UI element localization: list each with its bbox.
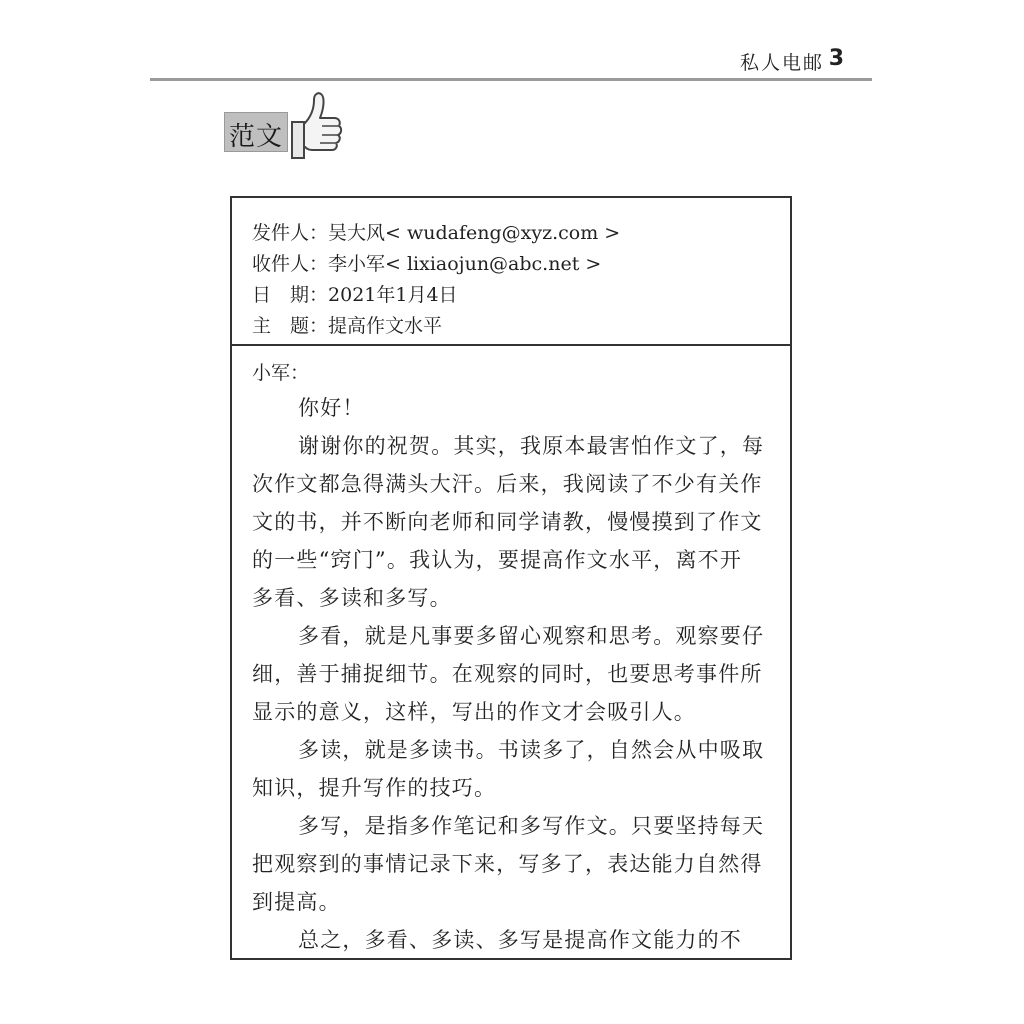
subject-label: 主 题： — [252, 315, 329, 337]
body-line: 你好！ — [298, 396, 365, 420]
thumbs-up-icon — [284, 88, 344, 162]
email-header — [232, 198, 790, 346]
subject-row — [252, 311, 442, 338]
body-line: 的一些“窍门”。我认为，要提高作文水平，离不开 — [252, 548, 743, 572]
salutation: 小军： — [252, 362, 310, 384]
model-essay-badge — [224, 112, 288, 152]
body-line: 知识，提升写作的技巧。 — [252, 776, 497, 800]
body-line: 文的书，并不断向老师和同学请教，慢慢摸到了作文 — [252, 510, 763, 534]
body-line: 多看，就是凡事要多留心观察和思考。观察要仔 — [298, 624, 765, 648]
to-row — [252, 249, 601, 276]
page-number: 3 — [828, 46, 844, 71]
badge-label: 范文 — [229, 122, 284, 152]
date-row — [252, 280, 458, 307]
from-row — [252, 218, 620, 245]
to-value: 李小军< lixiaojun@abc.net > — [328, 253, 602, 275]
date-label: 日 期： — [252, 284, 329, 306]
body-line: 多看、多读和多写。 — [252, 586, 452, 610]
date-value: 2021年1月4日 — [328, 284, 458, 306]
email-box — [230, 196, 792, 960]
body-line: 总之，多看、多读、多写是提高作文能力的不 — [298, 928, 742, 952]
body-line: 次作文都急得满头大汗。后来，我阅读了不少有关作 — [252, 472, 763, 496]
from-label: 发件人： — [252, 222, 329, 244]
body-line: 把观察到的事情记录下来，写多了，表达能力自然得 — [252, 852, 763, 876]
body-line: 细，善于捕捉细节。在观察的同时，也要思考事件所 — [252, 662, 763, 686]
body-line: 到提高。 — [252, 890, 341, 914]
from-value: 吴大风< wudafeng@xyz.com > — [328, 222, 621, 244]
to-label: 收件人： — [252, 253, 329, 275]
body-line: 多读，就是多读书。书读多了，自然会从中吸取 — [298, 738, 765, 762]
subject-value: 提高作文水平 — [328, 315, 443, 337]
header-rule — [150, 78, 872, 81]
body-line: 显示的意义，这样，写出的作文才会吸引人。 — [252, 700, 696, 724]
running-head — [150, 46, 872, 76]
body-line: 多写，是指多作笔记和多写作文。只要坚持每天 — [298, 814, 765, 838]
body-line: 谢谢你的祝贺。其实，我原本最害怕作文了，每 — [298, 434, 765, 458]
running-head-title: 私人电邮 — [739, 52, 824, 74]
